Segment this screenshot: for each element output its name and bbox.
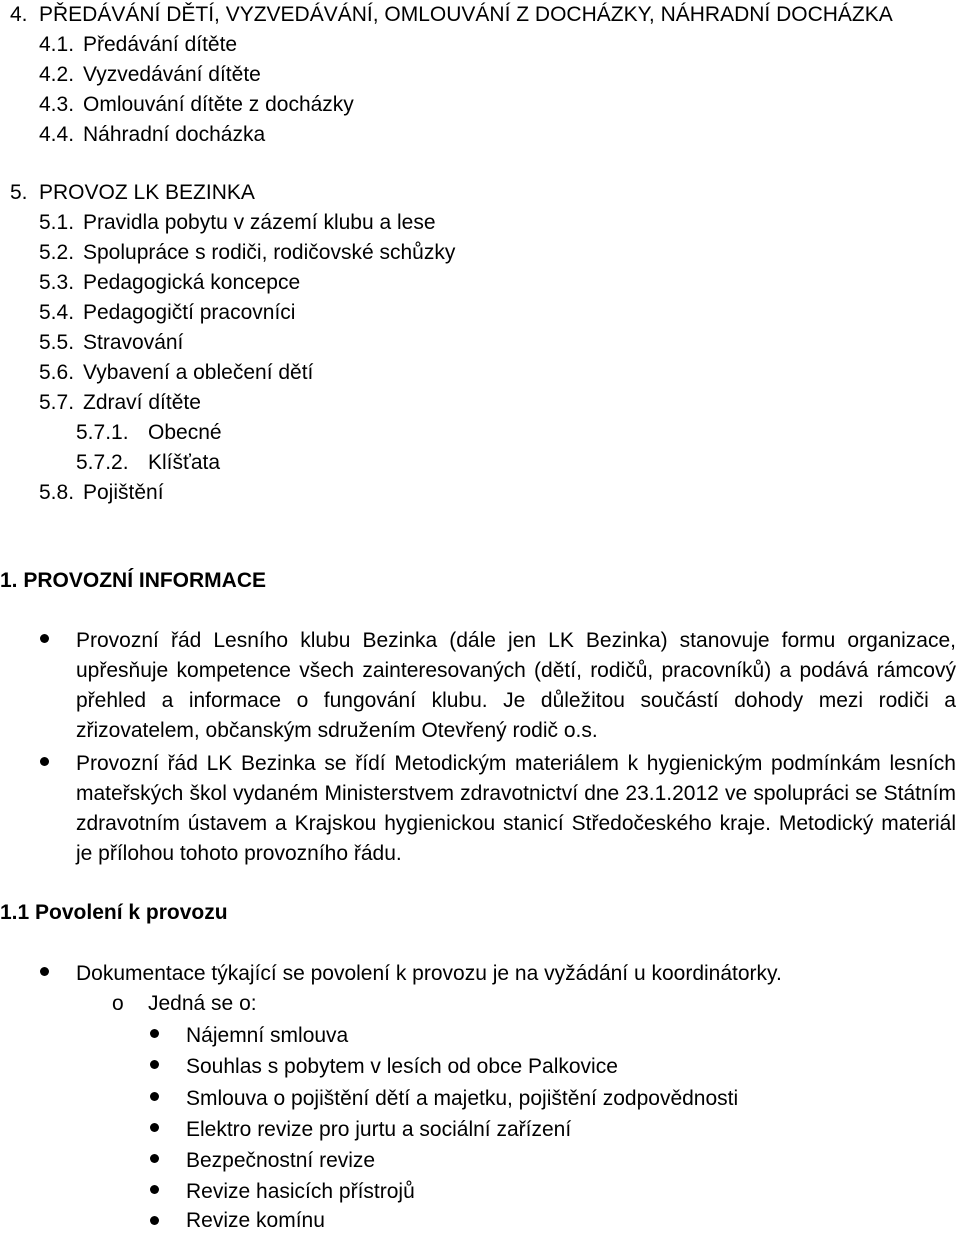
toc-text: Vyzvedávání dítěte [83, 63, 261, 86]
toc-text: Pedagogičtí pracovníci [83, 301, 296, 324]
toc-number: 4.1. [39, 33, 75, 56]
toc-item [39, 478, 164, 508]
list-item: Revize komínu [186, 1209, 325, 1232]
toc-item [39, 388, 201, 418]
list-item: Souhlas s pobytem v lesích od obce Palkovice [186, 1055, 618, 1078]
list-item: Smlouva o pojištění dětí a majetku, pojištění zodpovědnosti [186, 1087, 739, 1110]
bullet-icon [150, 1060, 159, 1069]
circle-bullet-icon: o [112, 992, 124, 1015]
toc-item [39, 208, 436, 238]
toc-item [39, 90, 354, 120]
toc-number: 5.4. [39, 301, 75, 324]
paragraph: Provozní řád LK Bezinka se řídí Metodickým materiálem k hygienickým podmínkám lesních mateřských škol vydaném Ministerstvem zdravotnictví dne 23.1.2012 ve spolupráci se Státním zdravotním ústavem a Krajskou hygienickou stanicí Středočeského kraje. Metodický materiál je přílohou tohoto provozního řádu. [76, 752, 956, 865]
toc-text: Pravidla pobytu v zázemí klubu a lese [83, 211, 436, 234]
toc-text: Obecné [148, 421, 222, 444]
toc-item [39, 328, 183, 358]
bullet-icon [40, 757, 49, 766]
toc-text: Náhradní docházka [83, 123, 266, 146]
toc-text: Klíšťata [148, 451, 221, 474]
toc-item [76, 418, 222, 448]
list-item: Jedná se o: [148, 992, 257, 1015]
toc-text: Zdraví dítěte [83, 391, 201, 414]
subsection-heading: 1.1 Povolení k provozu [0, 901, 228, 924]
toc-item [39, 358, 313, 388]
bullet-icon [150, 1029, 159, 1038]
toc-text: Pojištění [83, 481, 164, 504]
bullet-icon [150, 1123, 159, 1132]
toc-item [39, 120, 265, 150]
toc-text: Omlouvání dítěte z docházky [83, 93, 354, 116]
toc-text: Spolupráce s rodiči, rodičovské schůzky [83, 241, 456, 264]
toc-number: 5.7.1. [76, 421, 129, 444]
toc-number: 4.4. [39, 123, 75, 146]
toc-item [76, 448, 220, 478]
toc-number: 5. [10, 181, 28, 204]
toc-text: PROVOZ LK BEZINKA [39, 181, 255, 204]
toc-text: Pedagogická koncepce [83, 271, 301, 294]
bullet-icon [40, 634, 49, 643]
toc-number: 5.8. [39, 481, 75, 504]
toc-number: 5.1. [39, 211, 75, 234]
toc-text: Stravování [83, 331, 184, 354]
toc-number: 4. [10, 3, 28, 26]
toc-item [39, 268, 300, 298]
section-heading: 1. PROVOZNÍ INFORMACE [0, 569, 267, 592]
bullet-icon [40, 967, 49, 976]
toc-number: 5.6. [39, 361, 75, 384]
toc-number: 4.2. [39, 63, 75, 86]
toc-item [39, 238, 455, 268]
toc-text: Předávání dítěte [83, 33, 238, 56]
toc-item [39, 30, 237, 60]
bullet-icon [150, 1154, 159, 1163]
toc-number: 5.2. [39, 241, 75, 264]
list-item: Revize hasicích přístrojů [186, 1180, 415, 1203]
list-item: Dokumentace týkající se povolení k provozu je na vyžádání u koordinátorky. [76, 962, 782, 985]
toc-number: 5.7. [39, 391, 75, 414]
bullet-icon [150, 1185, 159, 1194]
toc-text: PŘEDÁVÁNÍ DĚTÍ, VYZVEDÁVÁNÍ, OMLOUVÁNÍ Z DOCHÁZKY, NÁHRADNÍ DOCHÁZKA [39, 3, 893, 26]
toc-item [10, 0, 893, 30]
paragraph: Provozní řád Lesního klubu Bezinka (dále jen LK Bezinka) stanovuje formu organizace, upřesňuje kompetence všech zainteresovaných (dětí, rodičů, pracovníků) a podává rámcový přehled a informace o fungování klubu. Je důležitou součástí dohody mezi rodiči a zřizovatelem, občanským sdružením Otevřený rodič o.s. [76, 629, 956, 742]
list-item: Elektro revize pro jurtu a sociální zařízení [186, 1118, 572, 1141]
toc-text: Vybavení a oblečení dětí [83, 361, 314, 384]
toc-item [39, 298, 295, 328]
toc-number: 4.3. [39, 93, 75, 116]
list-item: Nájemní smlouva [186, 1024, 349, 1047]
list-item: Bezpečnostní revize [186, 1149, 376, 1172]
toc-number: 5.3. [39, 271, 75, 294]
toc-number: 5.7.2. [76, 451, 129, 474]
toc-number: 5.5. [39, 331, 75, 354]
bullet-icon [150, 1216, 159, 1225]
toc-item [39, 60, 261, 90]
toc-item [10, 178, 255, 208]
bullet-icon [150, 1092, 159, 1101]
